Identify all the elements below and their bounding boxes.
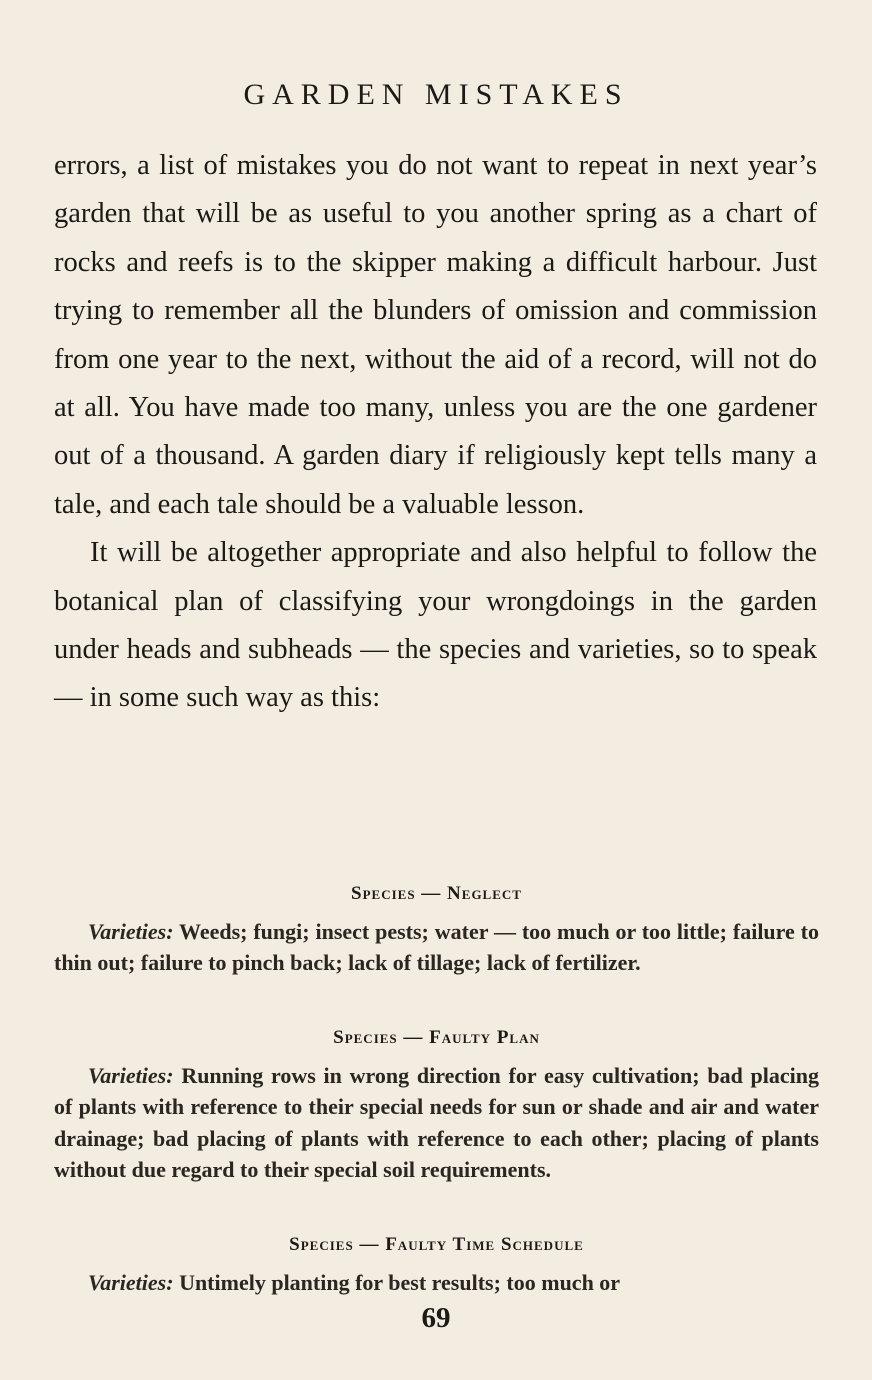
paragraph: It will be altogether appropriate and also helpful to follow the botanical plan of classifying your wrongdoings in the garden under heads and subheads — the species and varieties, so to speak — in some such way as this: xyxy=(54,537,817,714)
species-varieties xyxy=(54,1060,819,1186)
varieties-text: Weeds; fungi; insect pests; water — too much or too little; failure to thin out; failure to pinch back; lack of tillage; lack of fertilizer. xyxy=(54,918,819,975)
page-number: 69 xyxy=(421,1302,451,1334)
running-head: GARDEN MISTAKES xyxy=(243,78,629,111)
species-varieties xyxy=(54,916,819,979)
species-heading: Species — Neglect xyxy=(351,883,522,904)
varieties-text: Running rows in wrong direction for easy cultivation; bad placing of plants with reference to their special needs for sun or shade and air and water drainage; bad placing of plants with reference to each other; placing of plants without due regard to their special soil requirements. xyxy=(54,1062,820,1182)
species-varieties xyxy=(54,1267,819,1299)
varieties-label: Varieties: xyxy=(88,1269,174,1295)
varieties-label: Varieties: xyxy=(88,918,174,944)
species-section xyxy=(54,1022,819,1186)
species-section xyxy=(54,878,819,979)
main-text xyxy=(54,142,817,723)
paragraph: errors, a list of mistakes you do not want to repeat in next year’s garden that will be as useful to you another spring as a chart of rocks and reefs is to the skipper making a difficult harbour. Just trying to remember all the blunders of omission and commission from one year to the next, without the aid of a record, will not do at all. You have made too many, unless you are the one gardener out of a thousand. A garden diary if religiously kept tells many a tale, and each tale should be a valuable lesson. xyxy=(54,150,817,520)
species-section xyxy=(54,1229,819,1298)
varieties-label: Varieties: xyxy=(88,1062,174,1088)
varieties-text: Untimely planting for best results; too much or xyxy=(179,1269,621,1295)
species-heading: Species — Faulty Plan xyxy=(333,1027,540,1048)
species-heading: Species — Faulty Time Schedule xyxy=(289,1234,584,1255)
